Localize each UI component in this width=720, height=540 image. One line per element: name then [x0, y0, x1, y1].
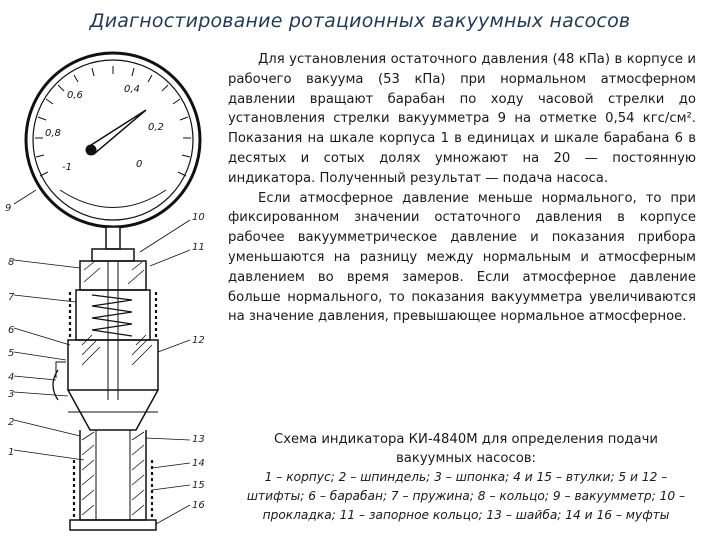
vacuum-gauge	[26, 53, 200, 227]
part-number-9: 9	[5, 203, 12, 214]
gauge-label-0-2: 0,2	[148, 122, 164, 133]
figure-caption: Схема индикатора КИ-4840М для определения подачи вакуумных насосов:	[274, 432, 658, 466]
part-number-13: 13	[192, 434, 205, 445]
indicator-diagram	[0, 40, 235, 540]
paragraph-atmospheric-correction: Если атмосферное давление меньше нормального, то при фиксированном значении остаточного давления в корпусе рабочее вакуумметрическое давление и показания прибора уменьшаются на разницу между нормальным и атмосферным давлением во время замеров. Если атмосферное давление больше нормального, то показания вакуумметра увеличиваются на значение давления, превышающее нормальное атмосферное.	[228, 190, 696, 325]
gauge-label-0-6: 0,6	[67, 90, 83, 101]
part-number-4: 4	[8, 372, 15, 383]
part-number-15: 15	[192, 480, 205, 491]
body-text	[228, 50, 696, 327]
paragraph-procedure: Для установления остаточного давления (48 кПа) в корпусе и рабочего вакуума (53 кПа) при нормальном атмосферном давлении вращают барабан по ходу часовой стрелки до установления стрелки вакуумметра 9 на отметке 0,54 кгс/см². Показания на шкале корпуса 1 в единицах и шкале барабана 6 в десятых и сотых долях умножают на 20 — постоянную индикатора. Полученный результат — подача насоса.	[228, 52, 696, 186]
page-title: Диагностирование ротационных вакуумных насосов	[89, 10, 631, 32]
part-number-8: 8	[8, 257, 15, 268]
part-number-3: 3	[8, 389, 15, 400]
part-number-16: 16	[192, 500, 205, 511]
gauge-label-0: 0	[136, 159, 143, 170]
section-hatching	[82, 262, 152, 515]
leader-lines	[14, 190, 190, 524]
gauge-label-0-8: 0,8	[45, 128, 61, 139]
part-number-1: 1	[8, 447, 15, 458]
part-number-5: 5	[8, 348, 15, 359]
part-number-12: 12	[192, 335, 205, 346]
part-number-11: 11	[192, 242, 205, 253]
part-number-14: 14	[192, 458, 205, 469]
gauge-label-minus-1: -1	[62, 162, 72, 173]
part-number-6: 6	[8, 325, 15, 336]
part-number-7: 7	[8, 292, 15, 303]
part-number-2: 2	[8, 417, 15, 428]
part-number-10: 10	[192, 212, 205, 223]
indicator-body	[53, 227, 158, 530]
figure-legend: 1 – корпус; 2 – шпиндель; 3 – шпонка; 4 и 15 – втулки; 5 и 12 – штифты; 6 – барабан; 7 – пружина; 8 – кольцо; 9 – вакуумметр; 10 – прокладка; 11 – запорное кольцо; 13 – шайба; 14 и 16 – муфты	[246, 470, 686, 522]
gauge-label-0-4: 0,4	[124, 84, 140, 95]
